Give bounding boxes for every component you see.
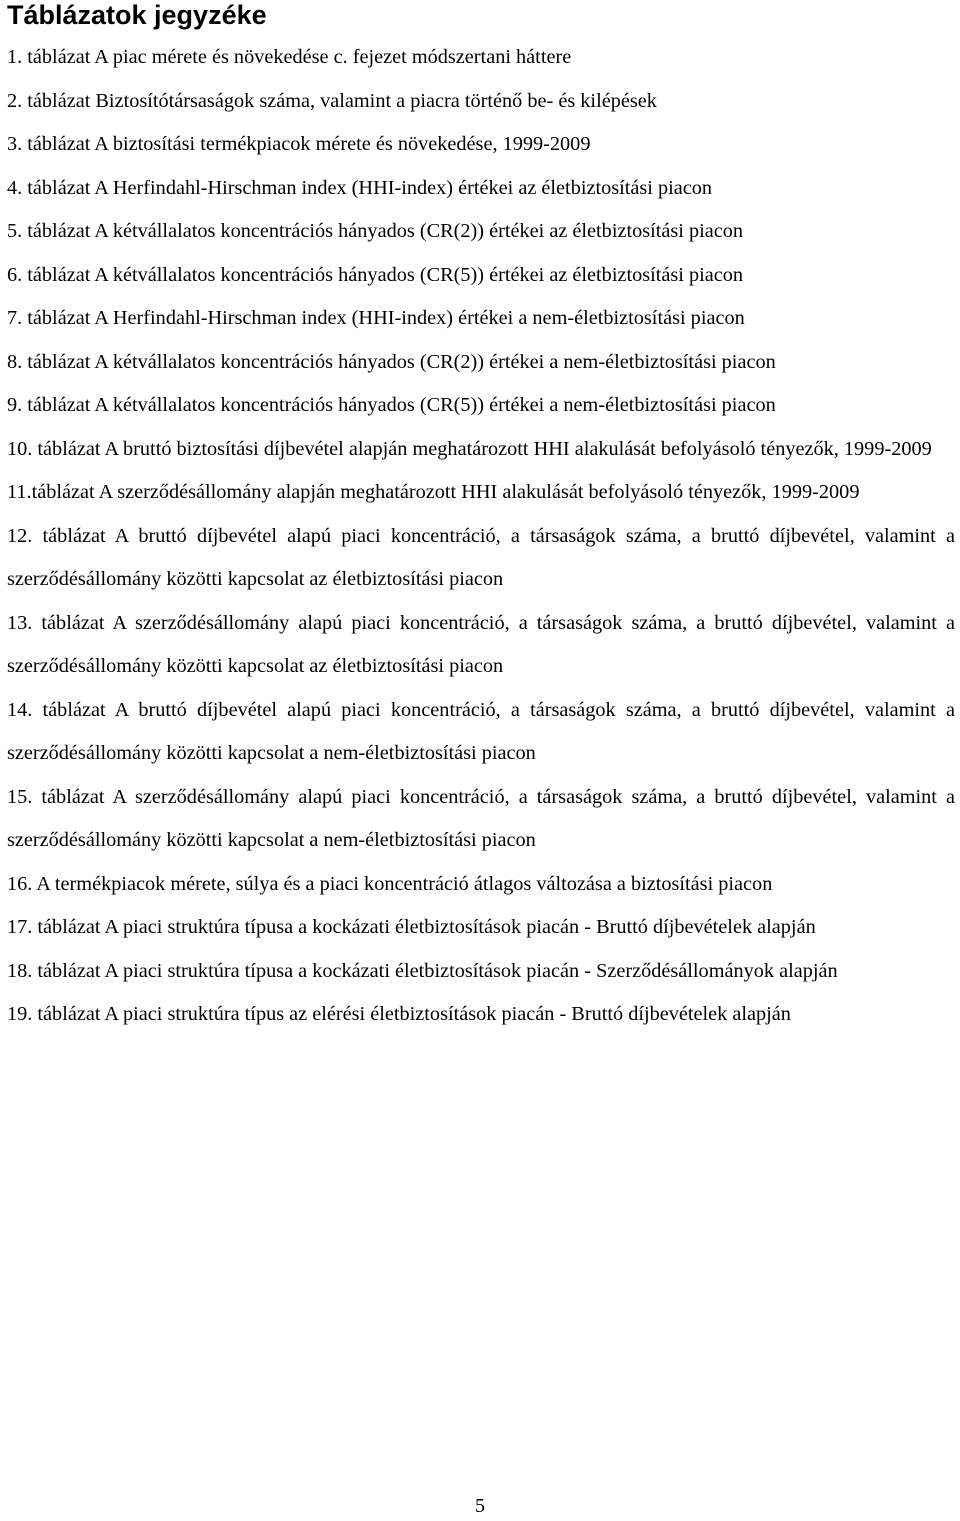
- table-list: [7, 36, 955, 1037]
- list-item-15: 15. táblázat A szerződésállomány alapú piaci koncentráció, a társaságok száma, a bruttó díjbevétel, valamint a szerződésállomány közötti kapcsolat a nem-életbiztosítási piacon: [7, 785, 955, 851]
- list-item-13: 13. táblázat A szerződésállomány alapú piaci koncentráció, a társaságok száma, a bruttó díjbevétel, valamint a szerződésállomány közötti kapcsolat az életbiztosítási piacon: [7, 611, 955, 677]
- list-item-19: 19. táblázat A piaci struktúra típus az elérési életbiztosítások piacán - Bruttó díjbevételek alapján: [7, 1003, 791, 1025]
- list-item-2: 2. táblázat Biztosítótársaságok száma, valamint a piacra történő be- és kilépések: [7, 89, 657, 112]
- document-page: [7, 0, 955, 1037]
- list-item-11: 11.táblázat A szerződésállomány alapján meghatározott HHI alakulását befolyásoló tényezők, 1999-2009: [7, 481, 860, 503]
- list-item-1: 1. táblázat A piac mérete és növekedése c. fejezet módszertani háttere: [7, 46, 572, 68]
- list-item-10: 10. táblázat A bruttó biztosítási díjbevétel alapján meghatározott HHI alakulását befolyásoló tényezők, 1999-2009: [7, 437, 932, 460]
- list-item-9: 9. táblázat A kétvállalatos koncentrációs hányados (CR(5)) értékei a nem-életbiztosítási piacon: [7, 394, 776, 416]
- list-item-12: 12. táblázat A bruttó díjbevétel alapú piaci koncentráció, a társaságok száma, a bruttó díjbevétel, valamint a szerződésállomány közötti kapcsolat az életbiztosítási piacon: [7, 524, 955, 590]
- page-title: Táblázatok jegyzéke: [7, 0, 267, 30]
- list-item-14: 14. táblázat A bruttó díjbevétel alapú piaci koncentráció, a társaságok száma, a bruttó díjbevétel, valamint a szerződésállomány közötti kapcsolat a nem-életbiztosítási piacon: [7, 698, 955, 764]
- list-item-7: 7. táblázat A Herfindahl-Hirschman index (HHI-index) értékei a nem-életbiztosítási piacon: [7, 307, 745, 329]
- list-item-8: 8. táblázat A kétvállalatos koncentrációs hányados (CR(2)) értékei a nem-életbiztosítási piacon: [7, 350, 776, 373]
- list-item-4: 4. táblázat A Herfindahl-Hirschman index (HHI-index) értékei az életbiztosítási piacon: [7, 176, 713, 199]
- page-number: 5: [475, 1495, 485, 1517]
- list-item-5: 5. táblázat A kétvállalatos koncentrációs hányados (CR(2)) értékei az életbiztosítási piacon: [7, 220, 744, 242]
- list-item-6: 6. táblázat A kétvállalatos koncentrációs hányados (CR(5)) értékei az életbiztosítási piacon: [7, 263, 744, 286]
- list-item-18: 18. táblázat A piaci struktúra típusa a kockázati életbiztosítások piacán - Szerződésállományok alapján: [7, 959, 838, 982]
- list-item-16: 16. A termékpiacok mérete, súlya és a piaci koncentráció átlagos változása a biztosítási piacon: [7, 872, 773, 895]
- list-item-17: 17. táblázat A piaci struktúra típusa a kockázati életbiztosítások piacán - Bruttó díjbevételek alapján: [7, 916, 816, 938]
- list-item-3: 3. táblázat A biztosítási termékpiacok mérete és növekedése, 1999-2009: [7, 133, 591, 155]
